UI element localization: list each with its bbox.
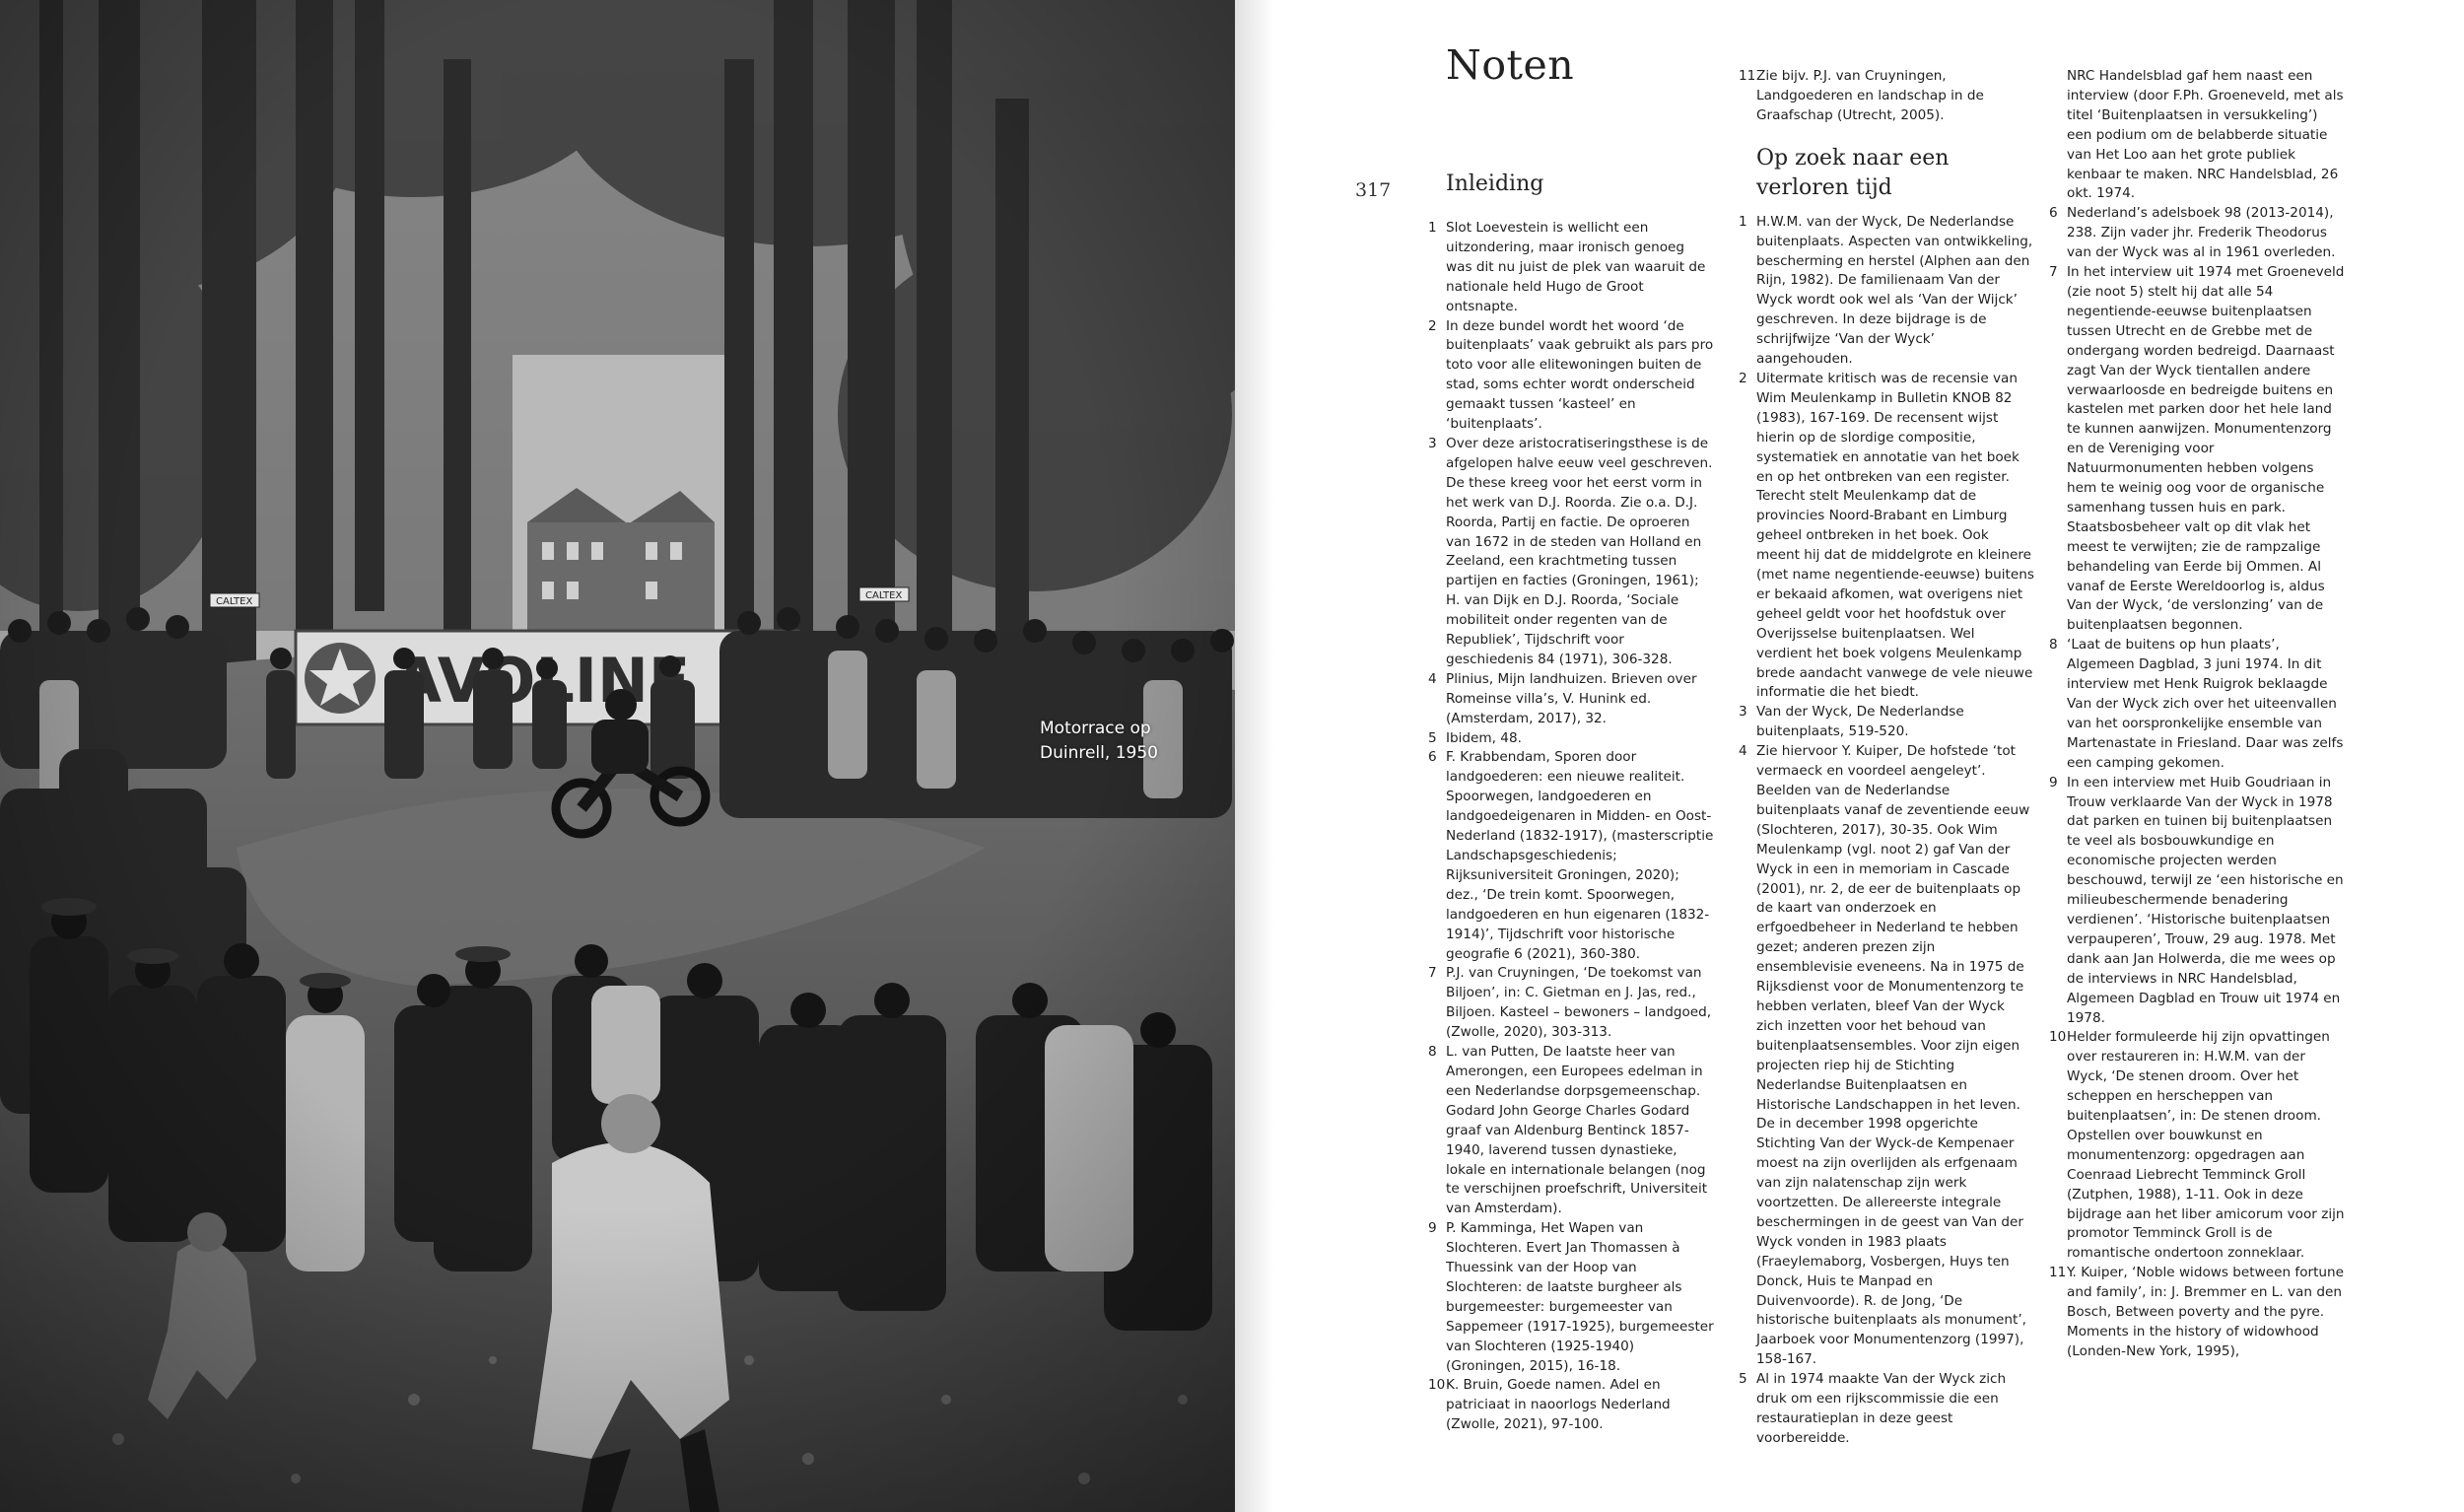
footnote bbox=[2049, 263, 2345, 636]
footnote bbox=[2049, 1264, 2345, 1362]
footnote bbox=[1428, 748, 1714, 964]
footnote-text: Nederland’s adelsboek 98 (2013-2014), 238. Zijn vader jhr. Frederik Theodorus van der Wyck was al in 1961 overleden. bbox=[2067, 205, 2336, 261]
footnote bbox=[1428, 219, 1714, 317]
footnote-text: Uitermate kritisch was de recensie van Wim Meulenkamp in Bulletin KNOB 82 (1983), 167-169. De recensent wijst hierin op de slordige compositie, systematiek en annotatie van het boek en op het ontbreken van een register. Terecht stelt Meulenkamp dat de provincies Noord-Brabant en Limburg geheel ontbreken in het boek. Ook meent hij dat de middelgrote en kleinere (met name negentiende-eeuwse) buitens er bekaaid afkomen, wat overigens niet geheel geldt voor het hoofdstuk over Overijsselse buitenplaatsen. Wel verdient het boek volgens Meulenkamp brede aandacht vanwege de vele nieuwe informatie die het biedt. bbox=[1756, 370, 2034, 701]
footnote-number: 5 bbox=[1428, 729, 1437, 746]
footnote-text: K. Bruin, Goede namen. Adel en patriciaat in naoorlogs Nederland (Zwolle, 2021), 97-100. bbox=[1446, 1377, 1671, 1433]
footnote-number: 3 bbox=[1739, 704, 1747, 721]
footnote bbox=[1428, 670, 1714, 729]
footnote-number: 4 bbox=[1428, 670, 1437, 687]
footnote-number: 7 bbox=[1428, 965, 1437, 982]
footnote-number: 1 bbox=[1739, 213, 1747, 230]
footnote bbox=[2049, 204, 2345, 263]
footnote-number: 6 bbox=[1428, 749, 1437, 766]
footnote bbox=[2049, 1028, 2345, 1264]
heading-line-1: Op zoek naar een bbox=[1756, 145, 1950, 171]
footnote-text: Over deze aristocratiseringsthese is de afgelopen halve eeuw veel geschreven. De these kreeg voor het eerst vorm in het werk van D.J. Roorda. Zie o.a. D.J. Roorda, Partij en factie. De oproeren van 1672 in de steden van Holland en Zeeland, een krachtmeting tussen partijen en facties (Groningen, 1961); H. van Dijk en D.J. Roorda, ‘Sociale mobiliteit onder regenten van de Republiek’, Tijdschrift voor geschiedenis 84 (1971), 306-328. bbox=[1446, 435, 1713, 667]
footnote-number: 11 bbox=[2049, 1265, 2067, 1281]
footnote-text: In het interview uit 1974 met Groeneveld (zie noot 5) stelt hij dat alle 54 negentiende-eeuwse buitenplaatsen tussen Utrecht en de Grebbe met de ondergang worden bedreigd. Daarnaast zagt Van der Wyck tientallen andere verwaarloosde en bedreigde buitens en kastelen met parken door het hele land te kunnen aanwijzen. Monumentenzorg en de Vereniging voor Natuurmonumenten hebben volgens hem te weinig oog voor de organische samenhang tussen huis en park. Staatsbosbeheer valt op dit vlak het meest te verwijten; zie de rampzalige behandeling van Eerde bij Ommen. Al vanaf de Eerste Wereldoorlog is, aldus Van der Wyck, ‘de verslonzing’ van de buitenplaatsen begonnen. bbox=[2067, 264, 2345, 634]
notes-page bbox=[1235, 0, 2464, 1512]
caption-line-2: Duinrell, 1950 bbox=[1040, 743, 1158, 763]
notes-column-2 bbox=[1739, 67, 2034, 1449]
footnote-text: Ibidem, 48. bbox=[1446, 729, 1522, 746]
footnote-text: Zie hiervoor Y. Kuiper, De hofstede ‘tot vermaeck en voordeel aengeleyt’. Beelden van de Nederlandse buitenplaats vanaf de zeventiende eeuw (Slochteren, 2017), 30-35. Ook Wim Meulenkamp (vgl. noot 2) gaf Van der Wyck in een in memoriam in Cascade (2001), nr. 2, de eer de buitenplaats op de kaart van onderzoek en erfgoedbeheer in Nederland te hebben gezet; anderen prezen zijn ensemblevisie eveneens. Na in 1975 de Rijksdienst voor de Monumentenzorg te hebben verlaten, bleef Van der Wyck zich inzetten voor het behoud van buitenplaatsensembles. Voor zijn eigen projecten riep hij de Stichting Nederlandse Buitenplaatsen en Historische Landschappen in het leven. De in december 1998 opgerichte Stichting Van der Wyck-de Kempenaer moest na zijn overlijden als erfgenaam van zijn nalatenschap zijn werk voortzetten. De allereerste integrale beschermingen in de geest van Van der Wyck vonden in 1983 plaats (Fraeylemaborg, Vosbergen, Huys ten Donck, Huis te Manpad en Duivenvoorde). R. de Jong, ‘De historische buitenplaats als monument’, Jaarboek voor Monumentenzorg (1997), 158-167. bbox=[1756, 743, 2030, 1368]
footnote-text: Helder formuleerde hij zijn opvattingen over restaureren in: H.W.M. van der Wyck, ‘De stenen droom. Over het scheppen en herscheppen van buitenplaatsen’, in: De stenen droom. Opstellen over bouwkunst en monumentenzorg: opgedragen aan Coenraad Liebrecht Temminck Groll (Zutphen, 1988), 1-11. Ook in deze bijdrage aan het liber amicorum voor zijn promotor Temminck Groll is de romantische ondertoon zonneklaar. bbox=[2067, 1029, 2345, 1262]
notes-column-3 bbox=[2049, 67, 2345, 1362]
section-heading-verloren-tijd bbox=[1756, 144, 2034, 203]
footnote-text: Zie bijv. P.J. van Cruyningen, Landgoederen en landschap in de Graafschap (Utrecht, 2005). bbox=[1756, 68, 1984, 123]
footnote bbox=[1428, 317, 1714, 435]
caption-line-1: Motorrace op bbox=[1040, 719, 1151, 738]
footnote-number: 4 bbox=[1739, 743, 1747, 760]
footnote bbox=[1739, 370, 2034, 703]
footnote-number: 2 bbox=[1428, 317, 1437, 334]
footnote-text: In een interview met Huib Goudriaan in Trouw verklaarde Van der Wyck in 1978 dat parken en tuinen bij buitenplaatsen te veel als bosbouwkundige en economische projecten werden beschouwd, terwijl ze ‘een historische en milieubeschermende benadering verdienen’. ‘Historische buitenplaatsen verpauperen’, Trouw, 29 aug. 1978. Met dank aan Jan Holwerda, die me wees op de interviews in NRC Handelsblad, Algemeen Dagblad en Trouw uit 1974 en 1978. bbox=[2067, 774, 2344, 1026]
footnote bbox=[2049, 636, 2345, 773]
footnote-number: 11 bbox=[1739, 68, 1756, 84]
footnote-text: In deze bundel wordt het woord ‘de buitenplaats’ vaak gebruikt als pars pro toto voor alle elitewoningen buiten de stad, soms echter wordt onderscheid gemaakt tussen ‘kasteel’ en ‘buitenplaats’. bbox=[1446, 317, 1714, 433]
page-title: Noten bbox=[1446, 41, 1575, 89]
footnote-number: 1 bbox=[1428, 220, 1437, 236]
footnote-number: 7 bbox=[2049, 264, 2058, 281]
footnote-text: P. Kamminga, Het Wapen van Slochteren. Evert Jan Thomassen à Thuessink van der Hoop van Slochteren: de laatste burgheer als burgemeester: burgemeester van Sappemeer (1917-1925), burgemeester van Slochteren (1925-1940) (Groningen, 2015), 16-18. bbox=[1446, 1220, 1714, 1374]
footnote-text: ‘Laat de buitens op hun plaats’, Algemeen Dagblad, 3 juni 1974. In dit interview met Henk Ruigrok beklaagde Van der Wyck zich over het uiteenvallen van het oorspronkelijke ensemble van Martenastate in Friesland. Daar was zelfs een camping gekomen. bbox=[2067, 637, 2344, 771]
footnote-text: Al in 1974 maakte Van der Wyck zich druk om een rijkscommissie die een restauratieplan in deze geest voorbereidde. bbox=[1756, 1371, 2007, 1446]
footnote bbox=[1428, 1376, 1714, 1435]
heading-line-2: verloren tijd bbox=[1756, 174, 1892, 200]
footnote-text: F. Krabbendam, Sporen door landgoederen: een nieuwe realiteit. Spoorwegen, landgoederen en landgoedeigenaren in Midden- en Oost-Nederland (1832-1917), (masterscriptie Landschapsgeschiedenis; Rijksuniversiteit Groningen, 2020); dez., ‘De trein komt. Spoorwegen, landgoederen en hun eigenaren (1832-1914)’, Tijdschrift voor historische geografie 6 (2021), 360-380. bbox=[1446, 749, 1714, 962]
footnote-number: 6 bbox=[2049, 205, 2058, 222]
footnote bbox=[1428, 1219, 1714, 1376]
footnote-text: Plinius, Mijn landhuizen. Brieven over Romeinse villa’s, V. Hunink ed. (Amsterdam, 2017), 32. bbox=[1446, 670, 1697, 726]
notes-column-1 bbox=[1428, 219, 1714, 1435]
footnote-number: 5 bbox=[1739, 1371, 1747, 1388]
footnote-number: 10 bbox=[1428, 1377, 1446, 1394]
footnote bbox=[1739, 1370, 2034, 1449]
section-heading-inleiding: Inleiding bbox=[1446, 172, 1544, 196]
footnote-number: 8 bbox=[1428, 1044, 1437, 1061]
footnote bbox=[1428, 1043, 1714, 1219]
footnote bbox=[2049, 774, 2345, 1029]
page-number: 317 bbox=[1355, 179, 1392, 201]
footnote bbox=[1739, 703, 2034, 742]
footnote-number: 8 bbox=[2049, 637, 2058, 653]
footnote-number: 9 bbox=[2049, 774, 2058, 790]
footnote bbox=[1739, 213, 2034, 370]
footnote-number: 2 bbox=[1739, 370, 1747, 386]
footnote bbox=[1739, 742, 2034, 1370]
footnote bbox=[1428, 729, 1714, 749]
footnote-text: H.W.M. van der Wyck, De Nederlandse buitenplaats. Aspecten van ontwikkeling, bescherming en herstel (Alphen aan den Rijn, 1982). De familienaam Van der Wyck wordt ook wel als ‘Van der Wijck’ geschreven. In deze bijdrage is de schrijfwijze ‘Van der Wyck’ aangehouden. bbox=[1756, 213, 2033, 368]
footnote-number: 10 bbox=[2049, 1029, 2067, 1046]
footnote-number: 3 bbox=[1428, 435, 1437, 451]
footnote bbox=[1428, 435, 1714, 670]
footnote-text: L. van Putten, De laatste heer van Amerongen, een Europees edelman in een Nederlandse dorpsgemeenschap. Godard John George Charles Godard graaf van Aldenburg Bentinck 1857-1940, laverend tussen dynastieke, lokale en internationale belangen (nog te verschijnen proefschrift, Universiteit van Amsterdam). bbox=[1446, 1044, 1708, 1217]
footnote bbox=[1739, 67, 2034, 126]
footnote-text: Van der Wyck, De Nederlandse buitenplaats, 519-520. bbox=[1756, 704, 1964, 740]
footnote bbox=[1428, 964, 1714, 1043]
photo-caption bbox=[1040, 717, 1188, 766]
footnote-text: Slot Loevestein is wellicht een uitzondering, maar ironisch genoeg was dit nu juist de plek van waaruit de nationale held Hugo de Groot ontsnapte. bbox=[1446, 220, 1706, 314]
note-continuation: NRC Handelsblad gaf hem naast een interview (door F.Ph. Groeneveld, met als titel ‘Buitenplaatsen in versukkeling’) een podium om de belabberde situatie van Het Loo aan het grote publiek kenbaar te maken. NRC Handelsblad, 26 okt. 1974. bbox=[2067, 68, 2344, 202]
footnote-number: 9 bbox=[1428, 1220, 1437, 1237]
footnote-text: P.J. van Cruyningen, ‘De toekomst van Biljoen’, in: C. Gietman en J. Jas, red., Biljoen. Kasteel – bewoners – landgoed, (Zwolle, 2020), 303-313. bbox=[1446, 965, 1712, 1041]
footnote-text: Y. Kuiper, ‘Noble widows between fortune and family’, in: J. Bremmer en L. van den Bosch, Between poverty and the pyre. Moments in the history of widowhood (Londen-New York, 1995), bbox=[2067, 1265, 2345, 1359]
